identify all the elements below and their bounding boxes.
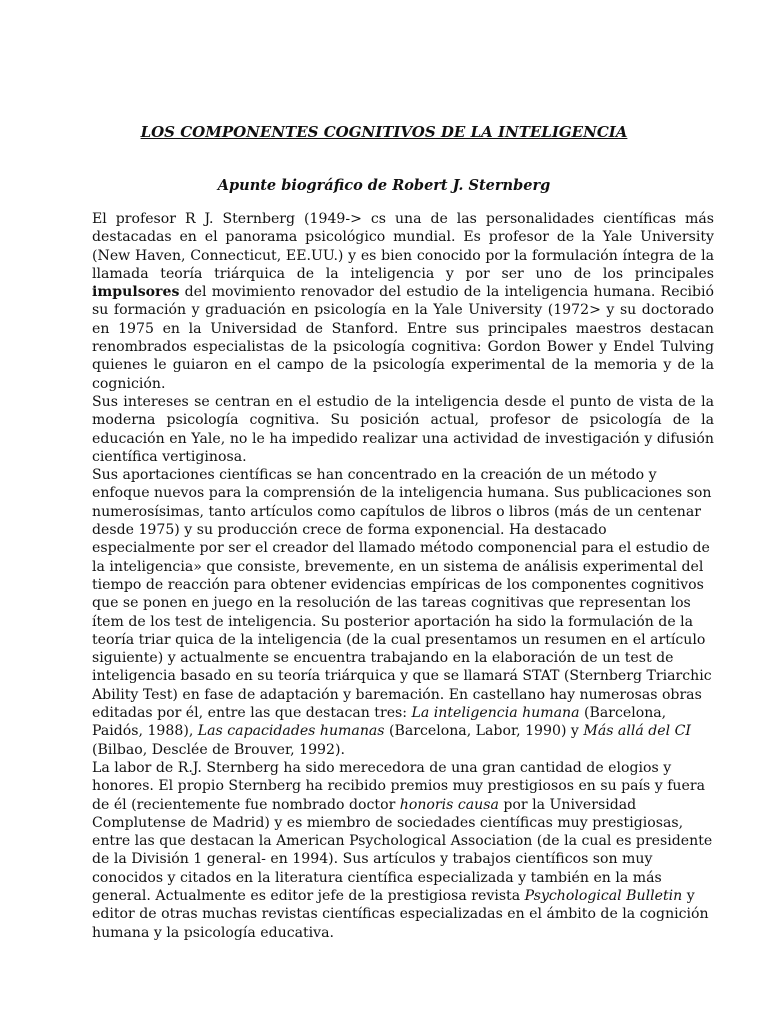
document-body bbox=[92, 210, 714, 942]
paragraph-4-text-a: La labor de R.J. Sternberg ha sido merecedora de una gran cantidad de elogios y honores. El propio Sternberg ha recibido premios muy prestigiosos en su país y fuera de él (recientemente fue nombrado doctor bbox=[92, 759, 705, 813]
paragraph-4-text-b: por la Universidad Complutense de Madrid) y es miembro de sociedades científicas muy prestigiosas, entre las que destacan la American Psychological Association (de la cual es presidente de la División 1 general- en 1994). Sus artículos y trabajos científicos son muy conocidos y citados en la literatura científica especializada y también en la más general. Actualmente es editor jefe de la prestigiosa revista bbox=[92, 796, 713, 904]
paragraph-3-text-a: Sus aportaciones científicas se han concentrado en la creación de un método y enfoque nuevos para la comprensión de la inteligencia humana. Sus publicaciones son numerosísimas, tanto artículos como capítulos de libros o libros (más de un centenar desde 1975) y su producción crece de forma exponencial. Ha destacado especialmente por ser el creador del llamado método componencial para el estudio de la inteligencia» que consiste, brevemente, en un sistema de análisis experimental del tiempo de reacción para obtener evidencias empíricas de los componentes cognitivos que se ponen en juego en la resolución de las tareas cognitivas que representan los ítem de los test de inteligencia. Su posterior aportación ha sido la formulación de la teoría triar quica de la inteligencia (de la cual presentamos un resumen en el artículo siguiente) y actualmente se encuentra trabajando en la elaboración de un test de inteligencia basado en su teoría triárquica y que se llamará STAT (Sternberg Triarchic Ability Test) en fase de adaptación y baremación. En castellano hay numerosas obras editadas por él, entre las que destacan tres: bbox=[92, 467, 712, 722]
paragraph-1-text-a: El profesor R J. Sternberg (1949-> cs una de las personalidades científicas más destacadas en el panorama psicológico mundial. Es profesor de la Yale University (New Haven, Connecticut, EE.UU.) y es bien conocido por la formulación íntegra de la llamada teoría triárquica de la inteligencia y por ser uno de los principales bbox=[92, 211, 714, 282]
paragraph-2-text: Sus intereses se centran en el estudio de la inteligencia desde el punto de vista de la moderna psicología cognitiva. Su posición actual, profesor de psicología de la educación en Yale, no le ha impedido realizar una actividad de investigación y difusión científica vertiginosa. bbox=[92, 393, 714, 465]
honoris-causa-term: honoris causa bbox=[399, 796, 499, 813]
paragraph-1-text-b: del movimiento renovador del estudio de la inteligencia humana. Recibió su formación y graduación en psicología en la Yale University (1972> y su doctorado en 1975 en la Universidad de Stanford. Entre sus principales maestros destacan renombrados especialistas de la psicología cognitiva: Gordon Bower y Endel Tulving quienes le guiaron en el campo de la psicología experimental de la memoria y de la cognición. bbox=[92, 284, 714, 392]
paragraph-3-text-b: (Barcelona, Paidós, 1988), bbox=[92, 705, 667, 740]
paragraph-3 bbox=[92, 466, 714, 759]
paragraph-4 bbox=[92, 759, 714, 942]
book-title-1: La inteligencia humana bbox=[411, 705, 580, 722]
book-title-2: Las capacidades humanas bbox=[197, 723, 385, 740]
paragraph-2 bbox=[92, 393, 714, 466]
document-title: LOS COMPONENTES COGNITIVOS DE LA INTELIGENCIA bbox=[140, 123, 628, 141]
paragraph-3-text-c: (Barcelona, Labor, 1990) y bbox=[384, 723, 584, 740]
paragraph-4-text-c: y editor de otras muchas revistas científicas especializadas en el ámbito de la cognición humana y la psicología educativa. bbox=[92, 887, 709, 941]
paragraph-1 bbox=[92, 210, 714, 393]
paragraph-1-bold-term: impulsores bbox=[92, 284, 180, 301]
paragraph-3-text-d: (Bilbao, Desclée de Brouver, 1992). bbox=[92, 741, 345, 758]
document-subtitle: Apunte biográfico de Robert J. Sternberg bbox=[217, 177, 551, 194]
journal-title: Psychological Bulletin bbox=[524, 887, 683, 904]
book-title-3: Más allá del CI bbox=[583, 723, 691, 740]
